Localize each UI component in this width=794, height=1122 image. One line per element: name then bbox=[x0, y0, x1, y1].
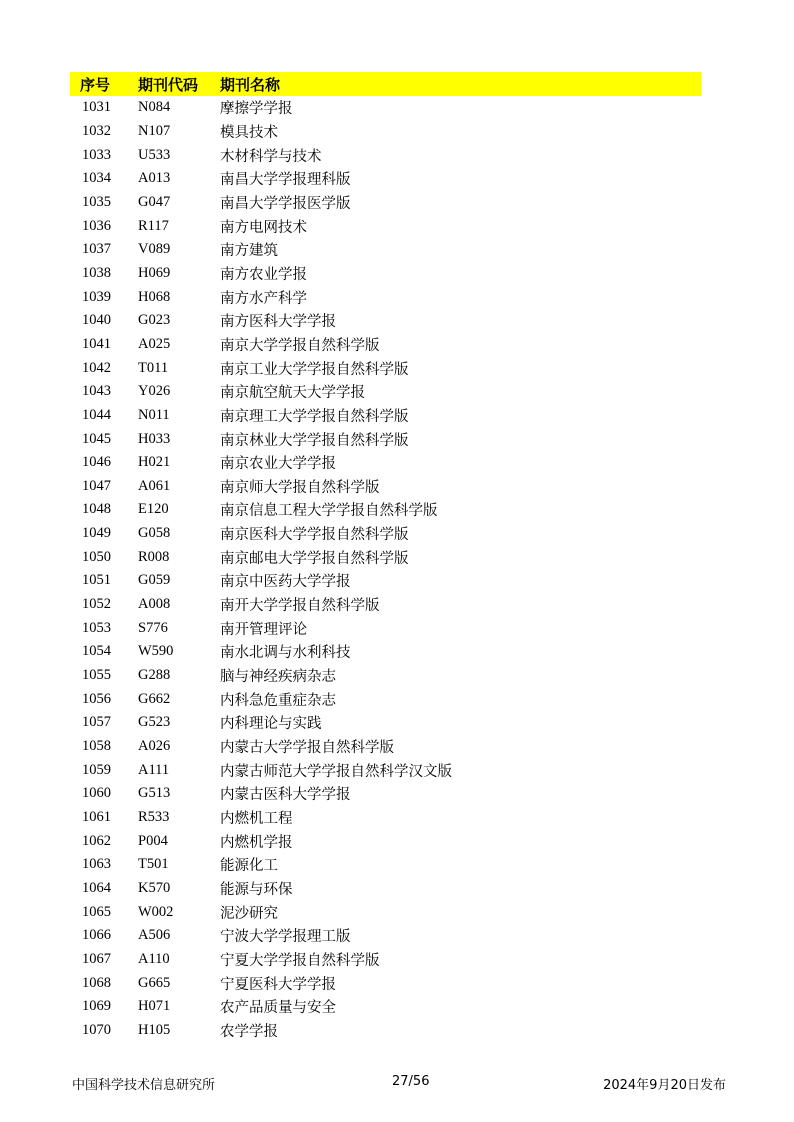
row-seq: 1048 bbox=[82, 501, 111, 518]
row-seq: 1050 bbox=[82, 548, 111, 565]
row-name: 南京中医药大学学报 bbox=[220, 574, 351, 591]
table-row bbox=[70, 522, 701, 546]
row-seq: 1041 bbox=[82, 335, 111, 352]
row-seq: 1045 bbox=[82, 430, 111, 447]
row-seq: 1036 bbox=[82, 217, 111, 234]
row-code: E120 bbox=[138, 501, 169, 518]
table-row bbox=[70, 711, 701, 735]
row-code: G058 bbox=[138, 525, 171, 542]
row-name: 南京工业大学学报自然科学版 bbox=[220, 361, 409, 378]
row-seq: 1065 bbox=[82, 903, 111, 920]
row-code: H021 bbox=[138, 454, 171, 471]
row-name: 南昌大学学报医学版 bbox=[220, 195, 351, 212]
row-seq: 1058 bbox=[82, 738, 111, 755]
table-row bbox=[70, 948, 701, 972]
footer-page-number: 27/56 bbox=[392, 1074, 430, 1089]
row-seq: 1070 bbox=[82, 1021, 111, 1038]
row-name: 宁夏医科大学学报 bbox=[220, 976, 336, 993]
table-row bbox=[70, 120, 701, 144]
table-row bbox=[70, 995, 701, 1019]
row-name: 宁波大学学报理工版 bbox=[220, 929, 351, 946]
row-code: A008 bbox=[138, 596, 171, 613]
table-row bbox=[70, 238, 701, 262]
row-seq: 1057 bbox=[82, 714, 111, 731]
row-code: A111 bbox=[138, 761, 170, 778]
journal-table bbox=[70, 72, 701, 1042]
table-row bbox=[70, 829, 701, 853]
row-code: N084 bbox=[138, 99, 171, 116]
row-seq: 1067 bbox=[82, 950, 111, 967]
table-row bbox=[70, 451, 701, 475]
row-code: R117 bbox=[138, 217, 169, 234]
row-code: A110 bbox=[138, 950, 170, 967]
row-name: 摩擦学学报 bbox=[220, 101, 293, 118]
table-row bbox=[70, 971, 701, 995]
row-code: T011 bbox=[138, 359, 169, 376]
table-row bbox=[70, 427, 701, 451]
header-code: 期刊代码 bbox=[138, 75, 199, 94]
table-row bbox=[70, 214, 701, 238]
row-name: 南京大学学报自然科学版 bbox=[220, 337, 380, 354]
row-code: G288 bbox=[138, 667, 171, 684]
row-code: R008 bbox=[138, 548, 170, 565]
row-name: 南京航空航天大学学报 bbox=[220, 385, 365, 402]
row-seq: 1055 bbox=[82, 667, 111, 684]
header-name: 期刊名称 bbox=[220, 75, 281, 94]
row-seq: 1056 bbox=[82, 690, 111, 707]
table-row bbox=[70, 1019, 701, 1043]
row-code: H033 bbox=[138, 430, 171, 447]
table-row bbox=[70, 640, 701, 664]
row-seq: 1042 bbox=[82, 359, 111, 376]
table-row bbox=[70, 806, 701, 830]
row-seq: 1039 bbox=[82, 288, 111, 305]
row-name: 内蒙古大学学报自然科学版 bbox=[220, 740, 394, 757]
row-code: K570 bbox=[138, 879, 171, 896]
table-body bbox=[70, 96, 701, 1042]
row-code: N107 bbox=[138, 122, 171, 139]
row-code: G662 bbox=[138, 690, 171, 707]
table-row bbox=[70, 924, 701, 948]
table-row bbox=[70, 877, 701, 901]
row-name: 南方医科大学学报 bbox=[220, 314, 336, 331]
row-seq: 1040 bbox=[82, 312, 111, 329]
table-row bbox=[70, 498, 701, 522]
row-code: G047 bbox=[138, 193, 171, 210]
row-seq: 1033 bbox=[82, 146, 111, 163]
row-name: 内科急危重症杂志 bbox=[220, 692, 336, 709]
row-name: 能源与环保 bbox=[220, 881, 293, 898]
row-name: 模具技术 bbox=[220, 124, 278, 141]
row-name: 南京医科大学学报自然科学版 bbox=[220, 527, 409, 544]
table-row bbox=[70, 309, 701, 333]
table-row bbox=[70, 687, 701, 711]
row-seq: 1054 bbox=[82, 643, 111, 660]
row-code: A061 bbox=[138, 477, 171, 494]
table-row bbox=[70, 285, 701, 309]
table-row bbox=[70, 758, 701, 782]
row-code: W590 bbox=[138, 643, 174, 660]
row-seq: 1063 bbox=[82, 856, 111, 873]
row-code: W002 bbox=[138, 903, 174, 920]
table-row bbox=[70, 356, 701, 380]
header-seq: 序号 bbox=[80, 75, 111, 94]
row-name: 内燃机学报 bbox=[220, 834, 293, 851]
row-code: S776 bbox=[138, 619, 168, 636]
row-code: T501 bbox=[138, 856, 169, 873]
table-row bbox=[70, 664, 701, 688]
row-seq: 1051 bbox=[82, 572, 111, 589]
table-row bbox=[70, 475, 701, 499]
table-row bbox=[70, 782, 701, 806]
row-seq: 1038 bbox=[82, 264, 111, 281]
row-name: 农产品质量与安全 bbox=[220, 1000, 336, 1017]
row-seq: 1064 bbox=[82, 879, 111, 896]
row-seq: 1060 bbox=[82, 785, 111, 802]
row-name: 南方建筑 bbox=[220, 243, 278, 260]
row-code: Y026 bbox=[138, 383, 171, 400]
row-name: 内燃机工程 bbox=[220, 811, 293, 828]
row-seq: 1059 bbox=[82, 761, 111, 778]
table-row bbox=[70, 593, 701, 617]
table-row bbox=[70, 735, 701, 759]
row-seq: 1031 bbox=[82, 99, 111, 116]
row-seq: 1062 bbox=[82, 832, 111, 849]
row-code: G059 bbox=[138, 572, 171, 589]
row-name: 木材科学与技术 bbox=[220, 148, 322, 165]
row-code: A026 bbox=[138, 738, 171, 755]
row-name: 农学学报 bbox=[220, 1023, 278, 1040]
row-name: 泥沙研究 bbox=[220, 905, 278, 922]
table-row bbox=[70, 333, 701, 357]
row-name: 南昌大学学报理科版 bbox=[220, 172, 351, 189]
row-name: 能源化工 bbox=[220, 858, 278, 875]
row-name: 南京理工大学学报自然科学版 bbox=[220, 408, 409, 425]
row-code: A013 bbox=[138, 170, 171, 187]
row-code: G523 bbox=[138, 714, 171, 731]
table-header-row bbox=[70, 72, 701, 96]
table-row bbox=[70, 191, 701, 215]
row-name: 南方电网技术 bbox=[220, 219, 307, 236]
row-code: U533 bbox=[138, 146, 171, 163]
row-seq: 1052 bbox=[82, 596, 111, 613]
row-code: G665 bbox=[138, 974, 171, 991]
row-code: G023 bbox=[138, 312, 171, 329]
footer-organization: 中国科学技术信息研究所 bbox=[72, 1078, 216, 1093]
table-row bbox=[70, 569, 701, 593]
row-code: H069 bbox=[138, 264, 171, 281]
row-name: 南京林业大学学报自然科学版 bbox=[220, 432, 409, 449]
row-seq: 1043 bbox=[82, 383, 111, 400]
row-name: 南方农业学报 bbox=[220, 266, 307, 283]
row-seq: 1049 bbox=[82, 525, 111, 542]
row-name: 宁夏大学学报自然科学版 bbox=[220, 952, 380, 969]
table-row bbox=[70, 616, 701, 640]
row-seq: 1035 bbox=[82, 193, 111, 210]
row-code: H105 bbox=[138, 1021, 171, 1038]
row-seq: 1047 bbox=[82, 477, 111, 494]
table-row bbox=[70, 262, 701, 286]
row-seq: 1032 bbox=[82, 122, 111, 139]
row-name: 脑与神经疾病杂志 bbox=[220, 669, 336, 686]
table-row bbox=[70, 900, 701, 924]
table-row bbox=[70, 545, 701, 569]
row-seq: 1046 bbox=[82, 454, 111, 471]
row-code: A506 bbox=[138, 927, 171, 944]
row-code: P004 bbox=[138, 832, 168, 849]
table-row bbox=[70, 853, 701, 877]
row-code: H071 bbox=[138, 998, 171, 1015]
table-row bbox=[70, 380, 701, 404]
row-name: 南水北调与水利科技 bbox=[220, 645, 351, 662]
row-name: 南开管理评论 bbox=[220, 621, 307, 638]
table-row bbox=[70, 167, 701, 191]
row-name: 南开大学学报自然科学版 bbox=[220, 598, 380, 615]
row-code: A025 bbox=[138, 335, 171, 352]
row-name: 内蒙古师范大学学报自然科学汉文版 bbox=[220, 763, 452, 780]
row-code: N011 bbox=[138, 406, 170, 423]
footer-publish-date: 2024年9月20日发布 bbox=[603, 1078, 726, 1093]
table-row bbox=[70, 404, 701, 428]
row-seq: 1034 bbox=[82, 170, 111, 187]
table-row bbox=[70, 143, 701, 167]
row-code: H068 bbox=[138, 288, 171, 305]
row-name: 内科理论与实践 bbox=[220, 716, 322, 733]
table-row bbox=[70, 96, 701, 120]
row-seq: 1053 bbox=[82, 619, 111, 636]
row-seq: 1037 bbox=[82, 241, 111, 258]
row-code: V089 bbox=[138, 241, 171, 258]
row-seq: 1061 bbox=[82, 809, 111, 826]
row-seq: 1066 bbox=[82, 927, 111, 944]
row-seq: 1069 bbox=[82, 998, 111, 1015]
row-name: 内蒙古医科大学学报 bbox=[220, 787, 351, 804]
row-name: 南京师大学报自然科学版 bbox=[220, 479, 380, 496]
row-seq: 1068 bbox=[82, 974, 111, 991]
row-name: 南京邮电大学学报自然科学版 bbox=[220, 550, 409, 567]
row-code: G513 bbox=[138, 785, 171, 802]
row-seq: 1044 bbox=[82, 406, 111, 423]
page-footer bbox=[72, 1074, 726, 1092]
row-name: 南方水产科学 bbox=[220, 290, 307, 307]
row-name: 南京农业大学学报 bbox=[220, 456, 336, 473]
row-name: 南京信息工程大学学报自然科学版 bbox=[220, 503, 438, 520]
row-code: R533 bbox=[138, 809, 170, 826]
